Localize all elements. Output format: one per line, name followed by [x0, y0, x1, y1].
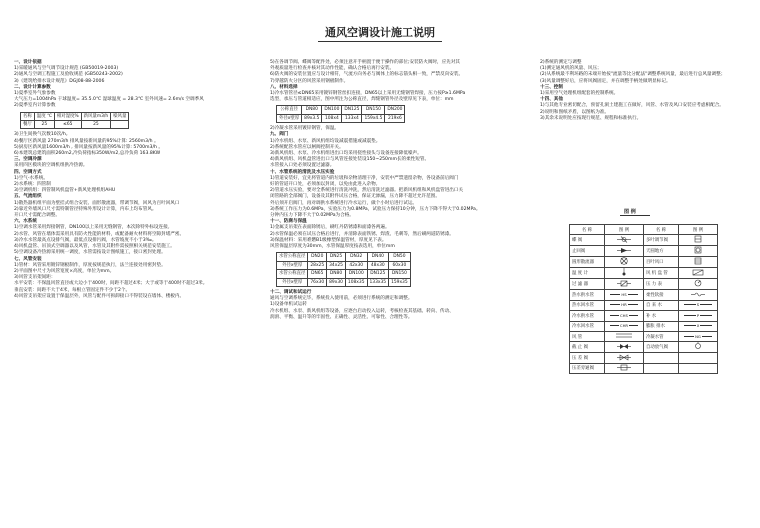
- text-line: 2)水管、风管在墙体需采用具有防火性能的材料，或配备耐火材料将空隙封堵严密。: [14, 231, 185, 237]
- legend-name: 截 止 阀: [570, 342, 605, 353]
- text-line: 5)在各调节阀、蝶阀等配件处，必须注意开手柄置于便于操作的部位;安装防火阀时，应先对其: [270, 60, 461, 65]
- check-valve-icon: [605, 246, 644, 257]
- text-line: 1)管道安装好，宜先将管道内的垃圾和杂物清理干净，安装中严禁遗留杂物，各设备前后阀门: [270, 175, 459, 181]
- louver-icon: [679, 257, 718, 268]
- section-heading: 七、风管安装: [14, 256, 42, 262]
- section-heading: 十二、调试和试运行: [270, 289, 312, 295]
- legend-name: 温 度 计: [570, 268, 605, 279]
- column-3: [540, 60, 750, 122]
- section-heading: 十一、防腐与保温: [270, 219, 307, 225]
- text-line: 1)管材：风管采用镀锌钢板制作，厚度按规范执行，法兰连接处用密封垫。: [14, 262, 166, 268]
- text-line: 冷水机组、水泵、新风机组等设备，应逐台启动投入运转，考核检查其基础、转向、传动、: [270, 308, 454, 314]
- legend-title-rule: [620, 215, 650, 216]
- table-cell: 219x6: [385, 114, 405, 122]
- legend-row: [570, 290, 718, 300]
- table-cell: 25: [34, 121, 54, 129]
- butterfly-valve-icon: [605, 235, 644, 246]
- text-line: 6)防火阀的安装位置应与设计相符，气流方向务必与阀体上的标志箭头相一致，严禁反向安装。: [270, 72, 464, 78]
- text-line: (1)测定通风机的风量、风压；: [540, 66, 602, 72]
- table-cell: 76x30: [308, 278, 327, 286]
- text-line: 1)夏季室外气象参数: [14, 91, 56, 97]
- table-row: [277, 278, 411, 286]
- table-cell: DN80: [327, 270, 346, 278]
- table-cell: 133x35: [367, 278, 389, 286]
- legend-name: 压差旁通阀: [570, 363, 605, 373]
- legend-name: 热水供水管: [570, 290, 605, 300]
- text-line: 3)冷水水管最高点设排气阀，最低点设排污阀，水管坡度不小于3‰。: [14, 237, 157, 243]
- legend-line-code: NG: [695, 333, 701, 339]
- table-cell: 133x4: [342, 114, 362, 122]
- text-line: 分钟内压力下降不大于0.02MPa为合格。: [270, 213, 354, 219]
- legend-line-symbol: [605, 290, 644, 300]
- table-cell: 108x35: [345, 278, 367, 286]
- legend-name: 冷水供水管: [570, 311, 605, 321]
- page-title: 通风空调设计施工说明: [325, 26, 435, 39]
- legend-line-symbol: [679, 321, 718, 331]
- legend-table: [569, 224, 718, 374]
- legend-name: 压 力 表: [644, 279, 679, 290]
- bypass-valve-icon: [605, 363, 644, 373]
- stop-valve-icon: [605, 342, 644, 353]
- legend-header-row: [570, 225, 718, 235]
- text-line: (2)从系统最不利环路的末端开始按"流量等比分配法"调整系统风量，最后进行总风量调整；: [540, 72, 726, 78]
- text-line: 2)水系统：四管制: [14, 182, 51, 188]
- legend-line-code: HS: [621, 292, 627, 298]
- table-row: [21, 112, 129, 120]
- section-heading: 三、空调冷源: [14, 157, 42, 163]
- legend-name: 百叶风口: [644, 257, 679, 268]
- table-cell: DN150: [362, 106, 385, 114]
- text-line: 外后须开启阀门，再对调供水系统进行冷水运行，做个小时后进行试运。: [270, 200, 418, 206]
- text-line: 水平安装：不保温风管直径或大边小于400时，间距不超过4米；大于或等于400时不超过3米。: [14, 281, 208, 287]
- text-line: 1)冷水管管径≤DN65采用镀锌钢管丝扣连接，DN65以上采用无缝钢管焊接，压力按P≥1.6MPa: [270, 91, 466, 97]
- legend-header-cell: 名 称: [570, 225, 605, 235]
- legend-row: [570, 353, 718, 363]
- text-line: 7)穿越防火分区的风管采用钢板制作。: [270, 78, 349, 84]
- section-heading: 一、设计依据: [14, 60, 42, 65]
- legend-line-code: X: [696, 323, 700, 329]
- text-line: 3)风管支吊架间距：: [14, 275, 56, 281]
- text-line: 1)设备单机试运转: [270, 302, 307, 308]
- text-line: 通风与空调系统完毕，系统投入使用前，必须进行系统的测定和调整。: [270, 296, 413, 302]
- column-1: [14, 60, 264, 300]
- table-cell: DN65: [308, 270, 327, 278]
- text-line: 1)空气-水系统。: [14, 175, 48, 181]
- legend-row: [570, 300, 718, 310]
- legend-name: 天圆地方: [644, 246, 679, 257]
- pressure-gauge-icon: [679, 279, 718, 290]
- text-line: 1)空调水管采用焊接钢管，DN100以上采用无缝钢管，本次除特外标设连接。: [14, 225, 173, 231]
- legend-row: [570, 321, 718, 331]
- legend-row: [570, 279, 718, 290]
- legend-header-cell: 图 例: [605, 225, 644, 235]
- differential-valve-icon: [605, 353, 644, 363]
- text-line: 4)风机盘管、吊顶式空调器以及风管，水管及其附件需按照相关规范安装施工。: [14, 244, 175, 250]
- table-cell: DN20: [308, 253, 327, 261]
- multi-blade-damper-icon: [679, 235, 718, 246]
- text-line: 2)冷凝水管采用镀锌钢管，保温。: [270, 126, 340, 132]
- legend-name: 多叶调节阀: [644, 235, 679, 246]
- table-row: [277, 270, 411, 278]
- text-line: 垂直安装：间距不大于4米，每根立管固定件不少于2个。: [14, 287, 131, 293]
- text-line: 2)夏季室内计算参数: [14, 103, 56, 109]
- legend-name: 过 滤 器: [570, 279, 605, 290]
- legend-row: [570, 311, 718, 321]
- text-line: 1)冷水机组、水泵、新风机组均设减震措施或减震垫。: [270, 138, 381, 144]
- pipe-size-table: [276, 105, 405, 123]
- legend-name: 压 差 阀: [570, 353, 605, 363]
- flexible-joint-icon: [679, 290, 718, 300]
- text-line: 1)采用空气处理机组配套的控制系统。: [540, 91, 619, 97]
- legend-line-symbol: [605, 300, 644, 310]
- table-cell: 外径x壁厚: [277, 261, 308, 269]
- legend-name: 止回阀: [570, 246, 605, 257]
- text-line: 4)餐厅区新风量 270m3/h 排风量按新风量的95%计算: 2560m3/h 。: [14, 138, 159, 144]
- text-line: 2)系统配管水管应以闸阀控制开关。: [270, 144, 344, 150]
- table-cell: 25: [81, 121, 111, 129]
- table-cell: DN25: [327, 253, 346, 261]
- legend-name: 自动放气阀: [644, 342, 679, 353]
- text-line: 4)风管支吊架应设置于保温层外，风管与配件可拆卸接口不得装设在墙体、楼板内。: [14, 293, 185, 299]
- table-cell: 餐厅: [21, 121, 35, 129]
- text-line: 大气压力=1004hPa 干球温度= 35.5.0℃ 湿球温度 = 28.3℃ 室外风速= 2.6m/s 空调季风: [14, 97, 204, 103]
- table-cell: 89x30: [327, 278, 346, 286]
- text-line: 2)靠近外墙风口尺寸需特制管径特殊外形设计计算，内布上均布管风。: [14, 206, 157, 212]
- table-cell: 34x25: [327, 261, 346, 269]
- text-line: 6)本建筑总建筑面积260m2,冷负荷指标350W/m2,总冷负荷 163.8KW: [14, 151, 161, 157]
- text-line: 好的管道开口处，必须加以封闭，以免由此进入杂物。: [270, 182, 381, 188]
- text-line: 1)与其他专业密切配合，预留孔洞土建施工在做好，风管、水管及风口安装应考虑相配合。: [540, 103, 724, 109]
- legend-row: [570, 363, 718, 373]
- summer-params-table: [20, 112, 129, 130]
- table-cell: DN100: [322, 106, 342, 114]
- section-heading: 十三、控制: [540, 84, 563, 90]
- legend-symbol: [679, 353, 718, 363]
- air-vent-icon: [679, 342, 718, 353]
- table-cell: 42x30: [345, 261, 367, 269]
- legend-name: 冷凝水管: [644, 331, 679, 341]
- legend-name: [644, 363, 679, 373]
- table-cell: 名称: [21, 112, 35, 120]
- table-cell: DN200: [385, 106, 405, 114]
- table-cell: 公称直径: [277, 106, 302, 114]
- table-cell: DN125: [342, 106, 362, 114]
- text-line: 选型，承压与管道相适应，图中所注为公称直径，焊缝钢管外径及壁厚见下表，单位：mm: [270, 97, 454, 103]
- table-cell: 水管公称直径: [277, 253, 308, 261]
- text-line: 外观质量进行检查并核对其动作性能，确认合格后再行安装。: [270, 66, 395, 72]
- legend-name: 柔性软接: [644, 290, 679, 300]
- legend-row: [570, 235, 718, 246]
- legend-line-code: P: [696, 312, 700, 318]
- legend-name: 风 管: [570, 331, 605, 341]
- legend-header-cell: 图 例: [679, 225, 718, 235]
- section-heading: 六、水系统: [14, 219, 37, 225]
- table-cell: 48x30: [367, 261, 389, 269]
- section-heading: 九、阀门: [270, 132, 289, 138]
- table-cell: DN80: [302, 106, 322, 114]
- text-line: 润滑、平衡、温升等的牢固性、正确性、灵活性、可靠性、合理性等。: [270, 314, 413, 320]
- legend-name: 蝶 阀: [570, 235, 605, 246]
- table-cell: 89x3.5: [302, 114, 322, 122]
- legend-title: 图 例: [624, 209, 636, 215]
- text-line: 1)散热器机组平面为壁挂式组合安装、面形散流器，带调节阀，回风为百叶回风口: [14, 200, 180, 206]
- section-heading: 五、气流组织: [14, 194, 42, 200]
- table-cell: 108x4: [322, 114, 342, 122]
- legend-name: 自 来 水: [644, 300, 679, 310]
- legend-row: [570, 342, 718, 353]
- legend-header-cell: 名 称: [644, 225, 679, 235]
- table-cell: DN50: [389, 253, 411, 261]
- text-line: 2)平面图中尺寸为风管宽度×高度，单位为mm。: [14, 268, 115, 274]
- table-row: [21, 121, 129, 129]
- legend-name: [644, 353, 679, 363]
- table-row: [277, 114, 405, 122]
- text-line: 3)系统工作压力为0.6MPa，实验压力为0.8MPa，试验压力保持10分钟，压力下降不得大于0.02MPa。: [270, 206, 481, 212]
- legend-line-symbol: [605, 311, 644, 321]
- table-cell: 水管公称直径: [277, 270, 308, 278]
- legend-line-symbol: [679, 300, 718, 310]
- text-line: 3)空调机组：四管制风机盘管+新风处理机组AHU: [14, 188, 116, 194]
- table-row: [277, 261, 411, 269]
- text-line: (3)风量调整好后，应将风阀固定，并在调整手柄处做明显标记。: [540, 78, 671, 84]
- thermometer-icon: [605, 268, 644, 279]
- text-line: 5)空调设备冷热源采用统一调度，水管需按设计图纸施工，接口密封处理。: [14, 250, 166, 256]
- text-line: 3)新风机组、水泵、冷水机组进出口均采用挠性接头与设备连接降低噪声。: [270, 151, 422, 157]
- text-line: 2)通风与空调工程施工及验收规范 (GB50243-2002): [14, 72, 123, 78]
- text-line: 2)水管保温必须在试压合格后进行，并清除表面铁锈、焊渣、毛刺等，然后刷两道防锈漆。: [270, 231, 454, 237]
- section-heading: 四、空调方式: [14, 169, 42, 175]
- legend-symbol: [679, 363, 718, 373]
- table-cell: 相对湿度%: [54, 112, 81, 120]
- text-line: 采用四区模块的空调机组供冷热源。: [14, 163, 88, 169]
- legend-row: [570, 331, 718, 341]
- legend-line-symbol: [679, 331, 718, 341]
- legend-name: 补 水: [644, 311, 679, 321]
- legend-line-code: S: [696, 302, 700, 308]
- text-line: 闭管路的全部阀门，设备及其附件试压合格，保证无渗漏，压力降不超过允许范围。: [270, 194, 440, 200]
- table-cell: 温度 ℃: [34, 112, 54, 120]
- text-line: 2)管道水压实验，要对全系统进行清洗冲洗，然后清洗过滤器。把新风机组和风机盘管进出口关: [270, 188, 464, 194]
- text-line: 5)厨房区新风量1600m3/h , 排风量按新风量的95%计算: 5700m3/h 。: [14, 144, 163, 150]
- table-cell: 噪风量: [111, 112, 129, 120]
- table-cell: DN32: [345, 253, 367, 261]
- table-cell: [111, 121, 129, 129]
- text-line: 4)新风机组、风机盘管进出口与风管连接处装设150~250mm长的柔性短管。: [270, 157, 430, 163]
- table-cell: 159x4.5: [362, 114, 385, 122]
- round-square-transition-icon: [679, 246, 718, 257]
- title-underline: [318, 41, 442, 42]
- section-heading: 十、水管系统的清洗及水压实验: [270, 169, 335, 175]
- legend-line-symbol: [679, 311, 718, 321]
- text-line: 风管保温层厚度为30mm，水管保温厚度按表选用，单位mm: [270, 244, 395, 250]
- table-cell: 外径x壁厚: [277, 278, 308, 286]
- table-row: [277, 253, 411, 261]
- text-line: 1)采暖通风与空气调节设计规范 (GB50019-2003): [14, 66, 119, 72]
- table-cell: 新风量m3/h: [81, 112, 111, 120]
- text-line: 3)其余未说明处应按现行规范、规程和标准执行。: [540, 115, 642, 121]
- legend-name: 膨胀 排水: [644, 321, 679, 331]
- legend-line-code: CHS: [620, 312, 628, 318]
- text-line: 2)说明和图纸矛盾，以图纸为准。: [540, 109, 610, 115]
- table-cell: DN125: [367, 270, 389, 278]
- legend-line-code: HR: [621, 302, 627, 308]
- section-heading: 十四、其他: [540, 97, 563, 103]
- legend-row: [570, 257, 718, 268]
- column-2: [270, 60, 532, 321]
- duct-icon: [605, 331, 644, 341]
- filter-icon: [605, 279, 644, 290]
- legend-name: 圆形散流器: [570, 257, 605, 268]
- text-line: 2)系统的测定与调整: [540, 60, 582, 65]
- legend-row: [570, 268, 718, 279]
- text-line: 开口尺寸需配合调整。: [14, 213, 60, 219]
- table-cell: 159x35: [389, 278, 411, 286]
- legend-row: [570, 246, 718, 257]
- legend-line-code: CHR: [619, 323, 629, 329]
- text-line: 3)保温材料：采用难燃B1级橡塑保温管材，厚度见下表。: [270, 237, 387, 243]
- table-row: [277, 106, 405, 114]
- table-cell: 60x30: [389, 261, 411, 269]
- legend-name: 风 机 盘 管: [644, 268, 679, 279]
- round-diffuser-icon: [605, 257, 644, 268]
- legend-line-symbol: [605, 321, 644, 331]
- insulation-table: [276, 252, 411, 287]
- fan-coil-icon: [679, 268, 718, 279]
- section-heading: 八、材料选择: [270, 84, 298, 90]
- text-line: 3)卫生间换气次数10次/h。: [14, 132, 71, 138]
- table-cell: DN100: [345, 270, 367, 278]
- text-line: 1)金属支吊架在表面除锈后，刷红丹防锈漆和面漆各两遍。: [270, 225, 390, 231]
- legend-name: 冷水回水管: [570, 321, 605, 331]
- table-cell: DN40: [367, 253, 389, 261]
- table-cell: 外径x壁厚: [277, 114, 302, 122]
- table-cell: DN150: [389, 270, 411, 278]
- section-heading: 二、设计计算参数: [14, 84, 51, 90]
- table-cell: 28x25: [308, 261, 327, 269]
- text-line: 水管接入口处必须设置过滤器。: [270, 163, 335, 169]
- text-line: 3)《建筑给排水设计规范》DGJ08-88-2006: [14, 78, 105, 84]
- table-cell: ≤65: [54, 121, 81, 129]
- legend-name: 热水回水管: [570, 300, 605, 310]
